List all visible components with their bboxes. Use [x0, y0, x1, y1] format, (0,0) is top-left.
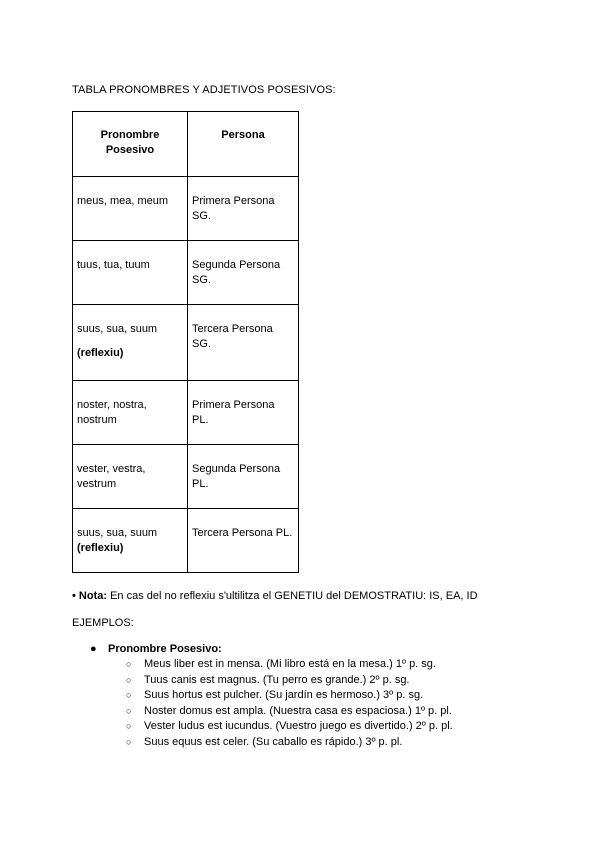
section-label: Pronombre Posesivo:	[108, 643, 222, 655]
bullet-icon: ●	[90, 643, 97, 655]
pronombre-text: suus, sua, suum	[77, 323, 158, 335]
table-row	[73, 509, 299, 573]
circle-bullet-icon: ○	[126, 674, 132, 685]
page-title: TABLA PRONOMBRES Y ADJETIVOS POSESIVOS:	[72, 84, 336, 96]
list-item: ○ Meus liber est in mensa. (Mi libro está en la mesa.) 1º p. sg.	[126, 657, 453, 673]
cell-persona: Primera Persona PL.	[188, 381, 299, 445]
circle-bullet-icon: ○	[126, 721, 132, 732]
reflexiu-note: (reflexiu)	[77, 542, 124, 554]
list-item: ○ Tuus canis est magnus. (Tu perro es grande.) 2º p. sg.	[126, 673, 453, 689]
cell-pronombre	[73, 509, 188, 573]
table-row	[73, 305, 299, 381]
list-item: ○ Suus equus est celer. (Su caballo es rápido.) 3º p. pl.	[126, 735, 453, 751]
section-bullet	[90, 643, 222, 655]
pronombre-text: suus, sua, suum	[77, 527, 158, 539]
table-row	[73, 241, 299, 305]
circle-bullet-icon: ○	[126, 690, 132, 701]
list-item: ○ Noster domus est ampla. (Nuestra casa es espaciosa.) 1º p. pl.	[126, 704, 453, 720]
cell-pronombre: noster, nostra, nostrum	[73, 381, 188, 445]
cell-persona: Tercera Persona PL.	[188, 509, 299, 573]
list-item: ○ Vester ludus est iucundus. (Vuestro juego es divertido.) 2º p. pl.	[126, 719, 453, 735]
cell-persona: Segunda Persona SG.	[188, 241, 299, 305]
list-item: ○ Suus hortus est pulcher. (Su jardín es hermoso.) 3º p. sg.	[126, 688, 453, 704]
nota-bullet: •	[72, 590, 76, 602]
nota-paragraph	[72, 590, 478, 602]
examples-list	[126, 657, 453, 751]
cell-persona: Primera Persona SG.	[188, 177, 299, 241]
nota-label: Nota:	[78, 590, 108, 602]
circle-bullet-icon: ○	[126, 705, 132, 716]
circle-bullet-icon: ○	[126, 736, 132, 747]
table-row	[73, 177, 299, 241]
nota-text: En cas del no reflexiu s'ultilitza el GENETIU del DEMOSTRATIU: IS, EA, ID	[107, 590, 478, 602]
circle-bullet-icon: ○	[126, 659, 132, 669]
cell-persona: Tercera Persona SG.	[188, 305, 299, 381]
cell-pronombre: vester, vestra, vestrum	[73, 445, 188, 509]
possessive-table	[72, 111, 299, 573]
ejemplos-heading: EJEMPLOS:	[72, 617, 134, 629]
cell-pronombre: tuus, tua, tuum	[73, 241, 188, 305]
table-row	[73, 381, 299, 445]
table-row	[73, 445, 299, 509]
cell-pronombre	[73, 305, 188, 381]
reflexiu-note: (reflexiu)	[77, 347, 124, 359]
cell-persona: Segunda Persona PL.	[188, 445, 299, 509]
table-header-row	[73, 112, 299, 177]
cell-pronombre: meus, mea, meum	[73, 177, 188, 241]
header-pronombre: Pronombre Posesivo	[73, 112, 188, 177]
header-persona: Persona	[188, 112, 299, 177]
